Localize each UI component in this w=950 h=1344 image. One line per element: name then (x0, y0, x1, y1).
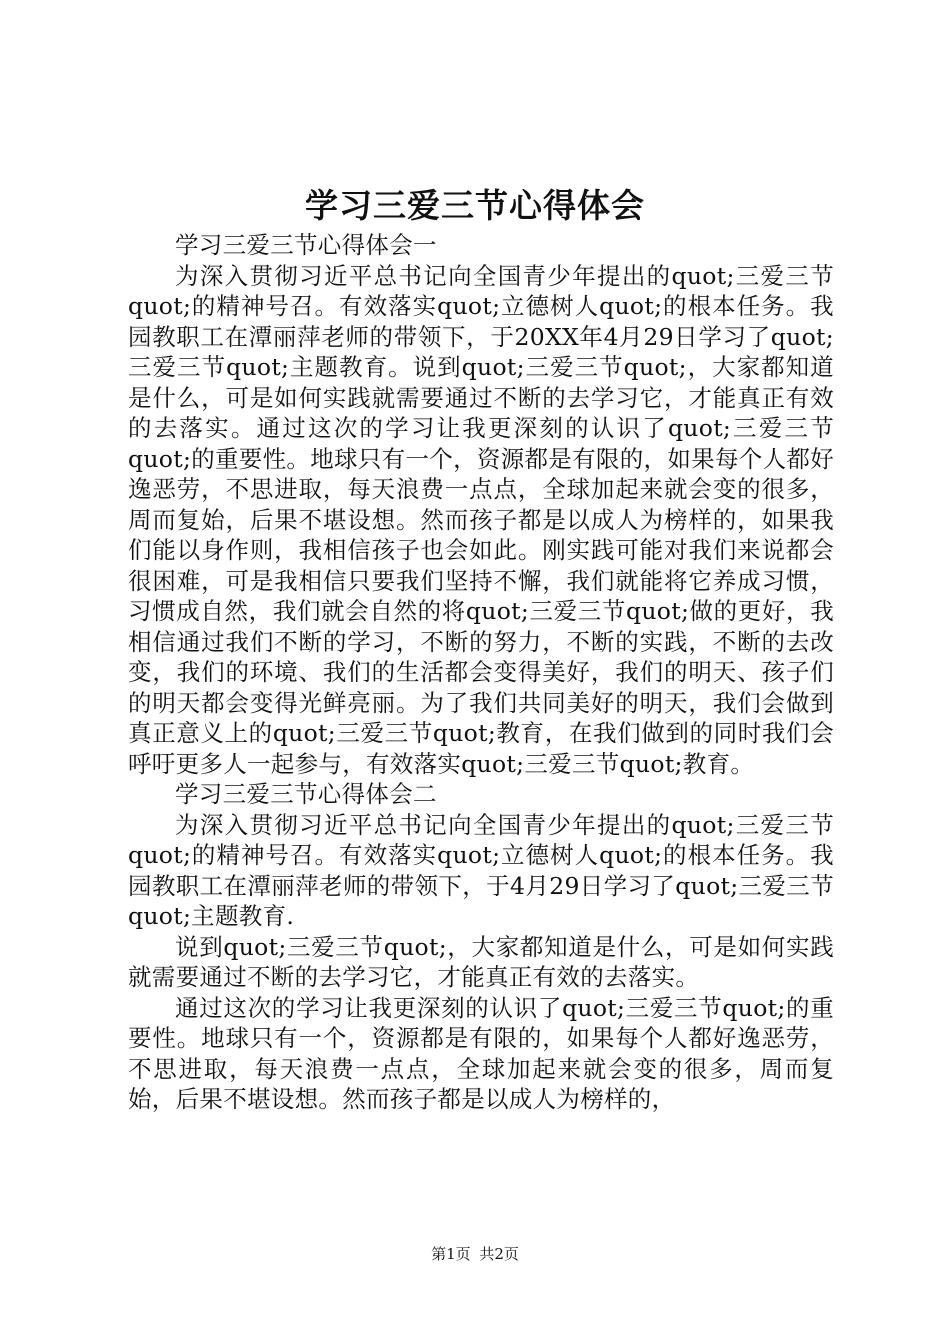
paragraph: 通过这次的学习让我更深刻的认识了quot;三爱三节quot;的重要性。地球只有一个，资源都是有限的，如果每个人都好逸恶劳，不思进取，每天浪费一点点，全球加起来就会变的很多，周而复始，后果不堪设想。然而孩子都是以成人为榜样的， (128, 993, 834, 1113)
document-body (128, 230, 834, 1115)
paragraph: 说到quot;三爱三节quot;，大家都知道是什么，可是如何实践就需要通过不断的去学习它，才能真正有效的去落实。 (128, 932, 834, 991)
page-total: 共2页 (479, 1245, 519, 1263)
document-title: 学习三爱三节心得体会 (305, 186, 645, 225)
section-heading-two: 学习三爱三节心得体会二 (175, 780, 437, 808)
page-footer (0, 1242, 950, 1266)
paragraph: 为深入贯彻习近平总书记向全国青少年提出的quot;三爱三节quot;的精神号召。有效落实quot;立德树人quot;的根本任务。我园教职工在潭丽萍老师的带领下，于4月29日学习了quot;三爱三节quot;主题教育. (128, 810, 834, 930)
page-number: 第1页 (431, 1245, 471, 1263)
section-heading-one: 学习三爱三节心得体会一 (175, 231, 437, 259)
paragraph: 为深入贯彻习近平总书记向全国青少年提出的quot;三爱三节quot;的精神号召。有效落实quot;立德树人quot;的根本任务。我园教职工在潭丽萍老师的带领下，于20XX年4月29日学习了quot;三爱三节quot;主题教育。说到quot;三爱三节quot;，大家都知道是什么，可是如何实践就需要通过不断的去学习它，才能真正有效的去落实。通过这次的学习让我更深刻的认识了quot;三爱三节quot;的重要性。地球只有一个，资源都是有限的，如果每个人都好逸恶劳，不思进取，每天浪费一点点，全球加起来就会变的很多，周而复始，后果不堪设想。然而孩子都是以成人为榜样的，如果我们能以身作则，我相信孩子也会如此。刚实践可能对我们来说都会很困难，可是我相信只要我们坚持不懈，我们就能将它养成习惯，习惯成自然，我们就会自然的将quot;三爱三节quot;做的更好，我相信通过我们不断的学习，不断的努力，不断的实践，不断的去改变，我们的环境、我们的生活都会变得美好，我们的明天、孩子们的明天都会变得光鲜亮丽。为了我们共同美好的明天，我们会做到真正意义上的quot;三爱三节quot;教育，在我们做到的同时我们会呼吁更多人一起参与，有效落实quot;三爱三节quot;教育。 (128, 261, 834, 778)
